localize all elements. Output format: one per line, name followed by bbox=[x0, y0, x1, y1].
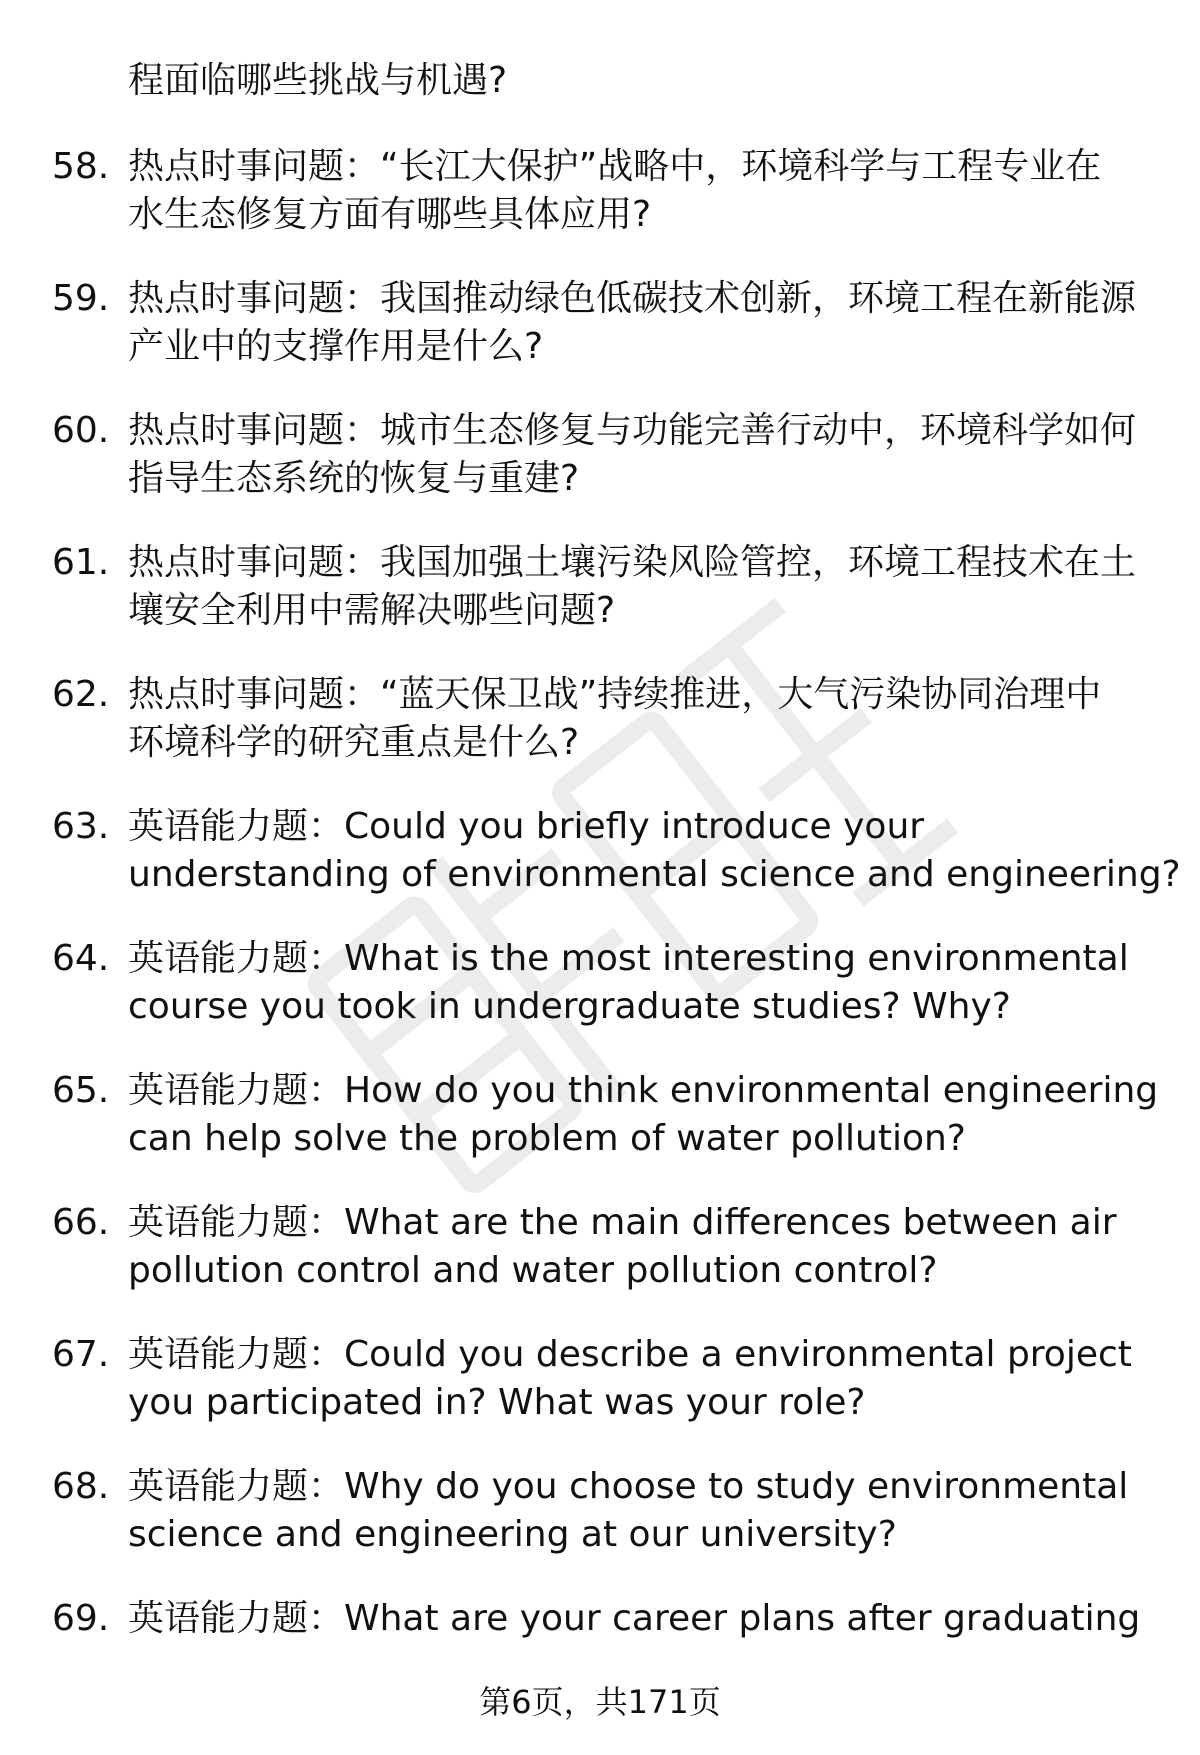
question-text-line: 英语能力题：What is the most interesting environmental bbox=[128, 938, 1129, 979]
question-number: 65. bbox=[52, 1070, 110, 1111]
question-item bbox=[0, 1066, 1200, 1198]
question-number: 67. bbox=[52, 1334, 110, 1375]
question-text-line: 英语能力题：Could you describe a environmental project bbox=[128, 1334, 1132, 1375]
question-item bbox=[0, 802, 1200, 934]
question-text-line: 热点时事问题：我国推动绿色低碳技术创新，环境工程在新能源 bbox=[128, 278, 1137, 319]
question-number: 68. bbox=[52, 1466, 110, 1507]
question-text-line: 英语能力题：Could you briefly introduce your bbox=[128, 806, 925, 847]
continued-question-text: 程面临哪些挑战与机遇? bbox=[128, 60, 508, 101]
question-text-line: 英语能力题：Why do you choose to study environmental bbox=[128, 1466, 1129, 1507]
question-item bbox=[0, 1462, 1200, 1594]
question-text-line: course you took in undergraduate studies? Why? bbox=[128, 986, 1011, 1027]
question-text-line: 壤安全利用中需解决哪些问题? bbox=[128, 590, 616, 631]
question-text-line: 指导生态系统的恢复与重建? bbox=[128, 458, 580, 499]
question-item bbox=[0, 1198, 1200, 1330]
question-text-line: 热点时事问题：城市生态修复与功能完善行动中，环境科学如何 bbox=[128, 410, 1137, 451]
page-footer: 第6页，共171页 bbox=[479, 1683, 721, 1721]
question-number: 61. bbox=[52, 542, 110, 583]
question-text-line: 英语能力题：How do you think environmental engineering bbox=[128, 1070, 1159, 1111]
question-item bbox=[0, 538, 1200, 670]
question-number: 59. bbox=[52, 278, 110, 319]
question-text-line: 热点时事问题：“长江大保护”战略中，环境科学与工程专业在 bbox=[128, 146, 1102, 187]
question-text-line: 水生态修复方面有哪些具体应用? bbox=[128, 194, 652, 235]
question-item bbox=[0, 406, 1200, 538]
question-number: 64. bbox=[52, 938, 110, 979]
question-number: 66. bbox=[52, 1202, 110, 1243]
question-number: 63. bbox=[52, 806, 110, 847]
question-number: 58. bbox=[52, 146, 110, 187]
question-text-line: 热点时事问题：我国加强土壤污染风险管控，环境工程技术在土 bbox=[128, 542, 1137, 583]
question-list bbox=[0, 142, 1200, 1726]
question-item bbox=[0, 274, 1200, 406]
question-number: 69. bbox=[52, 1598, 110, 1639]
question-text-line: pollution control and water pollution control? bbox=[128, 1250, 938, 1291]
question-text-line: 英语能力题：What are your career plans after graduating bbox=[128, 1598, 1141, 1639]
question-text-line: can help solve the problem of water pollution? bbox=[128, 1118, 966, 1159]
question-item bbox=[0, 142, 1200, 274]
question-text-line: you participated in? What was your role? bbox=[128, 1382, 866, 1423]
question-text-line: 热点时事问题：“蓝天保卫战”持续推进，大气污染协同治理中 bbox=[128, 674, 1102, 715]
question-text-line: 英语能力题：What are the main differences between air bbox=[128, 1202, 1117, 1243]
question-text-line: understanding of environmental science and engineering? bbox=[128, 854, 1181, 895]
question-item bbox=[0, 670, 1200, 802]
question-text-line: 产业中的支撑作用是什么? bbox=[128, 326, 544, 367]
question-text-line: science and engineering at our university? bbox=[128, 1514, 897, 1555]
question-number: 62. bbox=[52, 674, 110, 715]
question-text-line: 环境科学的研究重点是什么? bbox=[128, 722, 580, 763]
question-number: 60. bbox=[52, 410, 110, 451]
question-item bbox=[0, 934, 1200, 1066]
question-item bbox=[0, 1330, 1200, 1462]
